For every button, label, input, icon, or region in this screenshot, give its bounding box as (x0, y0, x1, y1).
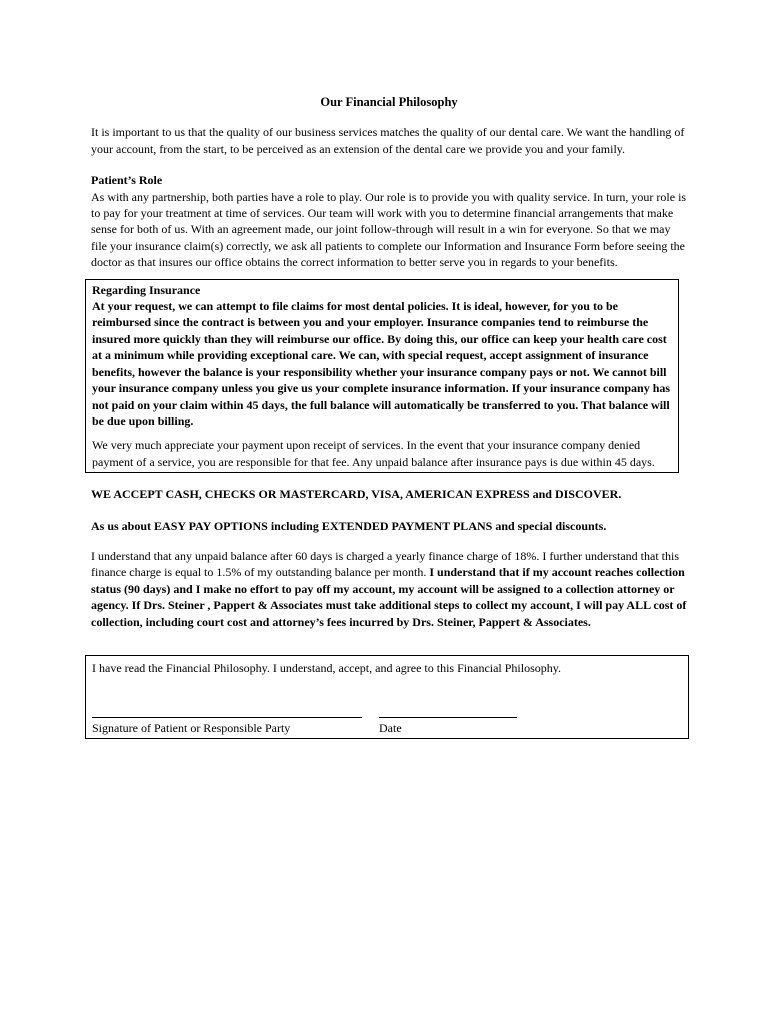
payment-methods-text: WE ACCEPT CASH, CHECKS OR MASTERCARD, VISA, AMERICAN EXPRESS and DISCOVER. (91, 487, 622, 502)
insurance-bold-text: At your request, we can attempt to file claims for most dental policies. It is ideal, however, for you to be reimbursed since the contract is between you and your employer. Insurance companies tend to reimburse the insured more quickly than they will reimburse our office. By doing this, our office can keep your health care cost at a minimum while providing exceptional care. We can, with special request, accept assignment of insurance benefits, however the balance is your responsibility whether your insurance company pays or not. We cannot bill your insurance company unless you give us your complete insurance information. If your insurance company has not paid on your claim within 45 days, the full balance will automatically be transferred to you. That balance will be due upon billing. (92, 299, 671, 428)
intro-paragraph: It is important to us that the quality of our business services matches the quality of our dental care. We want the handling of your account, from the start, to be perceived as an extension of the dental care we provide you and your family. (91, 125, 685, 156)
signature-box (85, 655, 689, 739)
agreement-text: I have read the Financial Philosophy. I understand, accept, and agree to this Financial Philosophy. (92, 660, 561, 675)
document-title: Our Financial Philosophy (320, 95, 458, 109)
patient-role-heading: Patient’s Role (91, 173, 163, 188)
date-label: Date (379, 720, 402, 735)
finance-charge-plain: I understand that any unpaid balance after 60 days is charged a yearly finance charge of 18%. I further understand that this finance charge is equal to 1.5% of my outstanding balance per month. (91, 548, 679, 580)
insurance-plain-text: We very much appreciate your payment upon receipt of services. In the event that your insurance company denied payment of a service, you are responsible for that fee. Any unpaid balance after insurance pays is due within 45 days. (92, 438, 655, 469)
patient-role-section (91, 172, 687, 270)
date-line[interactable] (379, 708, 517, 718)
patient-role-text: As with any partnership, both parties have a role to play. Our role is to provide you with quality service. In turn, your role is to pay for your treatment at time of services. Our team will work with you to determine financial arrangements that make sense for both of us. With an agreement made, our joint follow-through will result in a win for everyone. So that we may file your insurance claim(s) correctly, we ask all patients to complete our Information and Insurance Form before seeing the doctor as that insures our office obtains the correct information to better serve you in regards to your benefits. (91, 189, 687, 270)
insurance-box (85, 279, 679, 473)
finance-charge-paragraph (91, 548, 687, 630)
easy-pay-text: As us about EASY PAY OPTIONS including EXTENDED PAYMENT PLANS and special discounts. (91, 518, 607, 533)
finance-charge-bold: I understand that if my account reaches collection status (90 days) and I make no effort to pay off my account, my account will be assigned to a collection attorney or agency. If Drs. Steiner , Pappert & Associates must take additional steps to collect my account, I will pay ALL cost of collection, including court cost and attorney’s fees incurred by Drs. Steiner, Pappert & Associates. (91, 565, 687, 629)
signature-row (92, 708, 682, 736)
insurance-heading: Regarding Insurance (92, 282, 201, 297)
signature-line[interactable] (92, 708, 362, 718)
financial-policy-document (91, 94, 687, 739)
signature-lines (92, 708, 682, 736)
date-field[interactable] (379, 708, 579, 736)
signature-label: Signature of Patient or Responsible Party (92, 720, 291, 735)
signature-field[interactable] (92, 708, 379, 736)
